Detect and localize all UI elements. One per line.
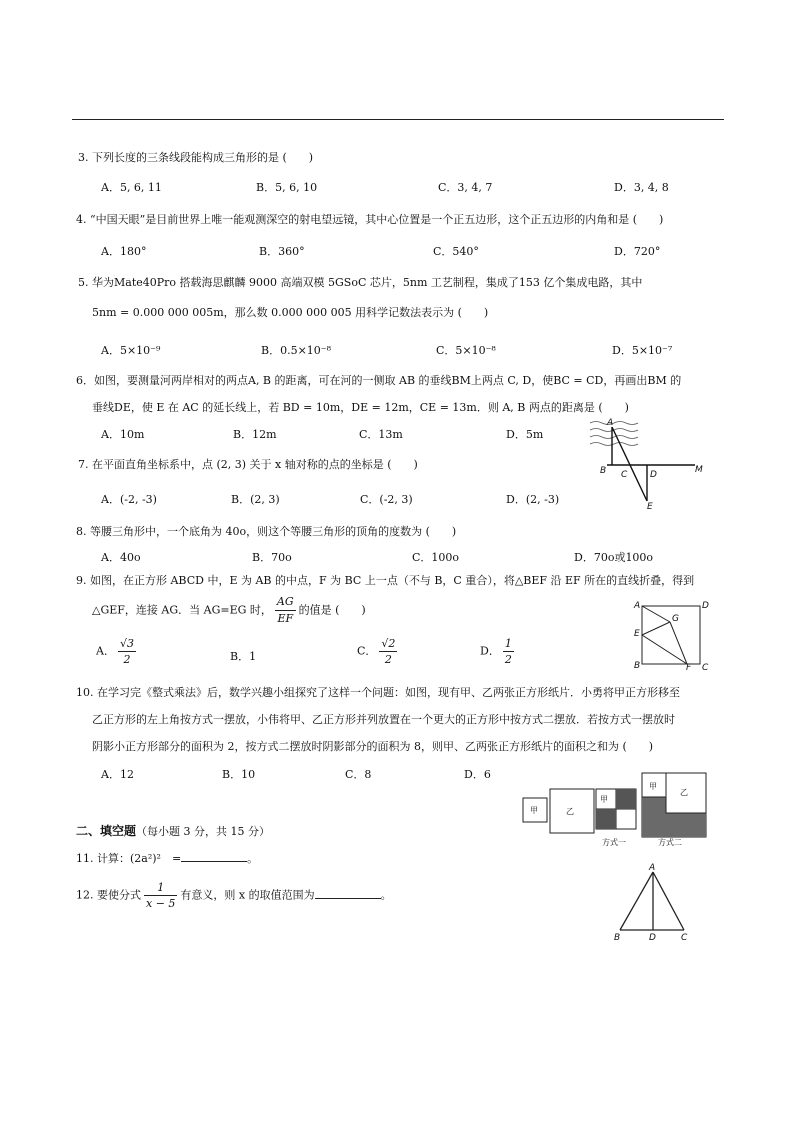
q5-option-c[interactable]: C．5×10⁻⁸ (436, 344, 496, 357)
q10-stem-line1: 10. 在学习完《整式乘法》后，数学兴趣小组探究了这样一个问题：如图，现有甲、乙两张正方形纸片．小勇将甲正方形移至 (76, 686, 680, 699)
fig10-label-yi: 乙 (566, 807, 574, 816)
q9-option-a-frac (118, 636, 136, 667)
q11-answer-blank[interactable] (181, 851, 247, 862)
q9-option-d-frac (503, 636, 514, 667)
q9-option-a-letter: A． (96, 644, 115, 658)
fig10-caption-1: 方式一 (602, 838, 626, 847)
q9-option-c-den: 2 (384, 653, 392, 666)
q12-answer-blank[interactable] (315, 888, 381, 899)
fig6-label-m: M (695, 465, 703, 475)
q10-option-c[interactable]: C．8 (345, 768, 372, 781)
q3-option-c[interactable]: C．3, 4, 7 (438, 181, 493, 194)
q11 (76, 851, 258, 866)
fig9-label-c: C (702, 663, 709, 673)
fig12-label-c: C (681, 933, 688, 943)
fig12-label-a: A (649, 863, 656, 873)
fig6-label-d: D (650, 470, 657, 480)
fig10-caption-2: 方式二 (658, 838, 682, 847)
q10-stem-line3: 阴影小正方形部分的面积为 2，按方式二摆放时阴影部分的面积为 8，则甲、乙两张正方形纸片的面积之和为 ( ) (92, 740, 654, 753)
fig10-label-jia: 甲 (530, 806, 538, 815)
q12-text-post: 有意义，则 x 的取值范围为 (180, 888, 315, 902)
section-2-title: 二、填空题 (76, 824, 137, 838)
figure-q10 (520, 764, 714, 850)
q6-option-c[interactable]: C．13m (359, 428, 403, 441)
q9-stem-pre: △GEF，连接 AG．当 AG=EG 时， (92, 603, 272, 617)
fig9-label-e: E (634, 629, 640, 639)
q10-stem-line2: 乙正方形的左上角按方式一摆放，小伟将甲、乙正方形并列放置在一个更大的正方形中按方式二摆放．若按方式一摆放时 (92, 713, 675, 726)
q8-option-b[interactable]: B．70o (252, 551, 292, 564)
fig9-label-g: G (672, 614, 679, 624)
q7-option-d[interactable]: D．(2, -3) (506, 493, 560, 506)
q3-option-b[interactable]: B．5, 6, 10 (256, 181, 318, 194)
q9-stem-line1: 9. 如图，在正方形 ABCD 中，E 为 AB 的中点，F 为 BC 上一点（不与 B，C 重合），将△BEF 沿 EF 所在的直线折叠，得到 (76, 574, 695, 587)
q11-end: 。 (247, 852, 259, 865)
q10-option-b[interactable]: B．10 (222, 768, 256, 781)
q9-option-a[interactable] (96, 636, 139, 667)
fig9-label-d: D (702, 601, 709, 611)
q12-frac-den: x − 5 (146, 897, 176, 910)
fig10-label-yi-2: 乙 (680, 788, 688, 797)
q12-text-pre: 12. 要使分式 (76, 888, 141, 902)
q4-stem: 4. “中国天眼”是目前世界上唯一能观测深空的射电望远镜，其中心位置是一个正五边形，这个正五边形的内角和是 ( ) (76, 213, 664, 226)
q6-option-a[interactable]: A．10m (101, 428, 145, 441)
q5-stem-line2: 5nm = 0.000 000 005m，那么数 0.000 000 005 用科学记数法表示为 ( ) (92, 306, 489, 319)
q9-frac-num: AG (275, 594, 296, 611)
q8-option-c[interactable]: C．100o (412, 551, 460, 564)
q5-option-a[interactable]: A．5×10⁻⁹ (101, 344, 161, 357)
q8-option-d[interactable]: D．70o或100o (574, 551, 654, 564)
q5-option-d[interactable]: D．5×10⁻⁷ (612, 344, 673, 357)
header-rule (72, 119, 724, 120)
figure-q6 (585, 415, 715, 510)
q9-stem-line2 (92, 594, 366, 627)
q12-fraction (144, 880, 177, 911)
fig9-label-f: F (686, 663, 692, 673)
figure-q12 (608, 862, 698, 944)
q10-option-a[interactable]: A．12 (101, 768, 134, 781)
q9-option-d-letter: D． (480, 644, 500, 658)
fig10-label-jia-3: 甲 (649, 782, 657, 791)
q3-option-d[interactable]: D．3, 4, 8 (614, 181, 669, 194)
q3-stem: 3. 下列长度的三条线段能构成三角形的是 ( ) (78, 151, 314, 164)
q7-stem: 7. 在平面直角坐标系中，点 (2, 3) 关于 x 轴对称的点的坐标是 ( ) (78, 458, 418, 471)
q7-option-b[interactable]: B．(2, 3) (231, 493, 280, 506)
section-2-note: （每小题 3 分，共 15 分） (136, 825, 270, 838)
q9-option-b-letter: B． (230, 650, 250, 663)
q9-option-d-den: 2 (504, 653, 512, 666)
q9-option-c-letter: C． (357, 644, 377, 658)
fig10-label-jia-2: 甲 (600, 795, 608, 804)
q9-stem-post: 的值是 ( ) (298, 603, 366, 617)
figure-q9 (632, 598, 712, 673)
q12-frac-num: 1 (144, 880, 177, 896)
section-2-heading (76, 822, 270, 839)
fig6-label-c: C (621, 470, 628, 480)
q9-option-c-num: √2 (381, 637, 396, 650)
q9-option-c-frac (379, 636, 397, 667)
fig12-label-d: D (649, 933, 656, 943)
q5-option-b[interactable]: B．0.5×10⁻⁸ (261, 344, 332, 357)
fig12-label-b: B (614, 933, 621, 943)
q9-option-b[interactable] (230, 650, 256, 664)
q9-option-d-num: 1 (504, 637, 512, 650)
q4-option-c[interactable]: C．540° (433, 245, 479, 258)
q6-stem-line1: 6．如图，要测量河两岸相对的两点A, B 的距离，可在河的一侧取 AB 的垂线BM上两点 C, D，使BC = CD，再画出BM 的 (76, 374, 682, 387)
q9-option-c[interactable] (357, 636, 400, 667)
q8-option-a[interactable]: A．40o (101, 551, 141, 564)
q5-stem-line1: 5. 华为Mate40Pro 搭载海思麒麟 9000 高端双模 5GSoC 芯片，5nm 工艺制程，集成了153 亿个集成电路，其中 (78, 276, 643, 289)
q12-end: 。 (380, 888, 392, 902)
q9-frac-den: EF (277, 612, 294, 625)
q10-option-d[interactable]: D．6 (464, 768, 491, 781)
q8-stem: 8. 等腰三角形中，一个底角为 40o，则这个等腰三角形的顶角的度数为 ( ) (76, 525, 457, 538)
q9-option-a-den: 2 (123, 653, 131, 666)
q9-fraction (275, 594, 296, 627)
q9-option-b-value: 1 (249, 650, 257, 663)
fig6-label-a: A (607, 418, 614, 428)
q4-option-a[interactable]: A．180° (101, 245, 147, 258)
q4-option-d[interactable]: D．720° (614, 245, 661, 258)
q6-stem-line2: 垂线DE，使 E 在 AC 的延长线上，若 BD = 10m，DE = 12m，CE = 13m．则 A, B 两点的距离是 ( ) (92, 401, 629, 414)
q9-option-d[interactable] (480, 636, 517, 667)
fig9-label-a: A (634, 601, 641, 611)
q12 (76, 880, 392, 911)
q9-option-a-num: √3 (119, 637, 134, 650)
q4-option-b[interactable]: B．360° (259, 245, 305, 258)
q6-option-d[interactable]: D．5m (506, 428, 544, 441)
q11-text: 11. 计算：(2a²)² = (76, 852, 182, 865)
fig6-label-e: E (647, 502, 653, 512)
q7-option-c[interactable]: C．(-2, 3) (360, 493, 413, 506)
q3-option-a[interactable]: A．5, 6, 11 (101, 181, 162, 194)
fig6-label-b: B (600, 466, 607, 476)
fig9-label-b: B (634, 661, 641, 671)
q7-option-a[interactable]: A．(-2, -3) (101, 493, 157, 506)
q6-option-b[interactable]: B．12m (233, 428, 277, 441)
